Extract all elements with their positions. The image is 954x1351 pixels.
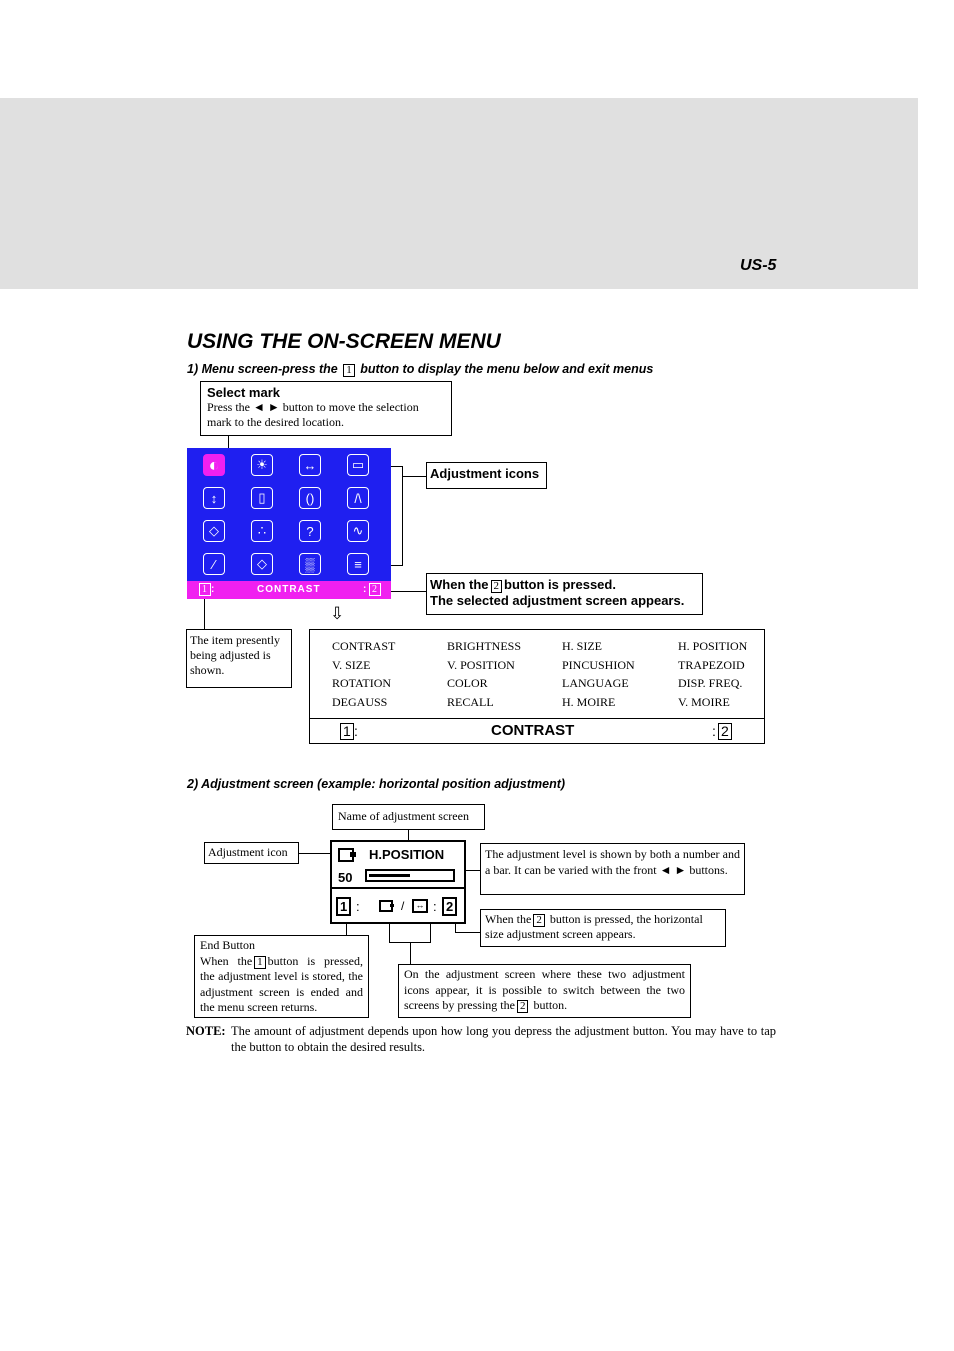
down-arrow-icon: ⇩ bbox=[330, 604, 345, 623]
degauss-icon: ⁄ bbox=[203, 553, 225, 575]
disp-freq-icon: ∿ bbox=[347, 520, 369, 542]
adjustment-icon-callout: Adjustment icon bbox=[204, 842, 299, 864]
menu-divider bbox=[310, 718, 764, 719]
when-2-pressed-callout bbox=[426, 573, 703, 615]
menu-colon-left: : bbox=[354, 723, 358, 739]
menu-item: DEGAUSS bbox=[332, 694, 388, 709]
note-text: The amount of adjustment depends upon how long you depress the adjustment button. You may have to tap the button to obtain the desired results. bbox=[231, 1024, 776, 1054]
menu-item: V. MOIRE bbox=[678, 694, 730, 709]
h-position-icon bbox=[338, 848, 354, 862]
color-icon: ∴ bbox=[251, 520, 273, 542]
connector-line bbox=[299, 853, 330, 854]
menu-item: V. POSITION bbox=[447, 657, 515, 672]
h-position-icon: ▭ bbox=[347, 454, 369, 476]
section1-heading-post: button to display the menu below and exit menus bbox=[360, 362, 654, 376]
adj-slash: / bbox=[401, 899, 405, 913]
v-moire-icon: ≡ bbox=[347, 553, 369, 575]
adj-level-fill bbox=[369, 874, 410, 877]
key-1-box: 1 bbox=[254, 956, 266, 969]
section1-heading bbox=[187, 362, 653, 377]
adjustment-screen bbox=[330, 840, 466, 924]
end-button-title: End Button bbox=[200, 938, 256, 952]
v-position-icon: ▯ bbox=[251, 487, 273, 509]
switch-post: button. bbox=[533, 998, 568, 1012]
osd-status-bar bbox=[187, 581, 391, 599]
connector-line bbox=[455, 932, 480, 933]
menu-item: BRIGHTNESS bbox=[447, 639, 522, 653]
connector-line bbox=[389, 924, 390, 943]
section2-heading: 2) Adjustment screen (example: horizontal position adjustment) bbox=[187, 777, 566, 791]
osd-key-2: 2 bbox=[369, 583, 381, 596]
osd-colon-right: : bbox=[363, 584, 368, 595]
adj-value: 50 bbox=[338, 870, 353, 885]
select-mark-title: Select mark bbox=[207, 385, 280, 400]
connector-line bbox=[408, 830, 409, 840]
adj-colon-right: : bbox=[433, 899, 437, 914]
osd-menu-screen bbox=[187, 448, 391, 599]
bracket-pointer bbox=[402, 476, 426, 477]
level-callout: The adjustment level is shown by both a number and a bar. It can be varied with the front ◄ ► buttons. bbox=[480, 843, 745, 895]
language-icon: ? bbox=[299, 520, 321, 542]
select-mark-callout bbox=[200, 381, 452, 436]
menu-current-item: CONTRAST bbox=[491, 722, 575, 739]
menu-item: H. MOIRE bbox=[562, 694, 616, 709]
menu-key-2: 2 bbox=[718, 723, 732, 740]
bracket-bottom bbox=[391, 565, 402, 566]
osd-key-1: 1 bbox=[199, 583, 211, 596]
trapezoid-icon: /\ bbox=[347, 487, 369, 509]
adj-key-2: 2 bbox=[442, 897, 457, 916]
menu-item: V. SIZE bbox=[332, 657, 371, 672]
when-pressed-post: button is pressed. bbox=[504, 577, 616, 592]
when2-callout bbox=[480, 909, 726, 947]
connector-line bbox=[346, 924, 347, 935]
menu-item: PINCUSHION bbox=[562, 657, 635, 672]
connector-line bbox=[410, 943, 411, 964]
menu-item: RECALL bbox=[447, 694, 494, 709]
key-2-box: 2 bbox=[517, 1000, 529, 1013]
menu-list-screen bbox=[309, 629, 765, 744]
connector-line bbox=[204, 599, 205, 629]
end-post: button is pressed, the adjustment level is stored, the adjustment screen is ended and the menu screen returns. bbox=[200, 953, 363, 1014]
bracket-vertical bbox=[402, 466, 403, 566]
connector-line bbox=[466, 870, 480, 871]
page-title: USING THE ON-SCREEN MENU bbox=[187, 330, 501, 353]
osd-colon: : bbox=[211, 584, 216, 595]
key-2-box: 2 bbox=[491, 580, 503, 593]
menu-item: DISP. FREQ. bbox=[678, 676, 743, 690]
connector-line bbox=[391, 591, 426, 592]
v-size-icon: ↕ bbox=[203, 487, 225, 509]
end-button-callout bbox=[194, 935, 369, 1018]
key-2-box: 2 bbox=[533, 914, 545, 927]
menu-item: H. SIZE bbox=[562, 639, 602, 653]
when2-post: button is pressed, the horizontal size adjustment screen appears. bbox=[485, 912, 703, 941]
menu-item: H. POSITION bbox=[678, 639, 748, 653]
adj-key-1: 1 bbox=[336, 897, 351, 916]
h-size-icon: ↔ bbox=[299, 454, 321, 476]
adj-level-bar bbox=[365, 869, 455, 882]
when2-pre: When the bbox=[485, 912, 532, 926]
menu-colon-right: : bbox=[712, 723, 716, 739]
end-pre: When the bbox=[200, 953, 253, 968]
contrast-icon: ◐ bbox=[203, 454, 225, 476]
h-moire-icon: ▒ bbox=[299, 553, 321, 575]
when-pressed-pre: When the bbox=[430, 577, 489, 592]
menu-key-1: 1 bbox=[340, 723, 354, 740]
h-position-small-icon bbox=[379, 900, 393, 912]
adjustment-icons-callout: Adjustment icons bbox=[426, 462, 547, 489]
switch-callout bbox=[398, 964, 691, 1018]
switch-pre: On the adjustment screen where these two adjustment icons appear, it is possible to switch between the two screens by pressing the bbox=[404, 967, 685, 1012]
connector-line bbox=[430, 924, 431, 943]
brightness-icon: ☀ bbox=[251, 454, 273, 476]
pincushion-icon: () bbox=[299, 487, 321, 509]
note bbox=[186, 1023, 776, 1055]
bracket-top bbox=[391, 466, 402, 467]
item-adjusted-callout: The item presently being adjusted is shown. bbox=[186, 629, 292, 688]
menu-item: TRAPEZOID bbox=[678, 657, 745, 672]
adj-divider bbox=[332, 887, 464, 889]
rotation-icon: ◇ bbox=[203, 520, 225, 542]
header-band bbox=[0, 98, 918, 289]
osd-current-item: CONTRAST bbox=[257, 584, 321, 595]
section1-heading-pre: 1) Menu screen-press the bbox=[187, 362, 338, 376]
key-1-box: 1 bbox=[343, 364, 355, 377]
menu-item: LANGUAGE bbox=[562, 676, 629, 690]
note-label: NOTE: bbox=[186, 1024, 226, 1038]
select-mark-text: Press the ◄ ► button to move the selection mark to the desired location. bbox=[207, 400, 419, 429]
menu-item: ROTATION bbox=[332, 676, 392, 690]
recall-icon: ◇ bbox=[251, 553, 273, 575]
page-number: US-5 bbox=[740, 257, 777, 274]
menu-item: COLOR bbox=[447, 676, 488, 690]
when-pressed-line2: The selected adjustment screen appears. bbox=[430, 593, 685, 608]
h-size-small-icon: ↔ bbox=[412, 899, 428, 913]
menu-item: CONTRAST bbox=[332, 639, 396, 653]
name-of-screen-callout: Name of adjustment screen bbox=[332, 804, 485, 830]
adj-title: H.POSITION bbox=[369, 847, 445, 862]
adj-colon: : bbox=[356, 899, 360, 914]
